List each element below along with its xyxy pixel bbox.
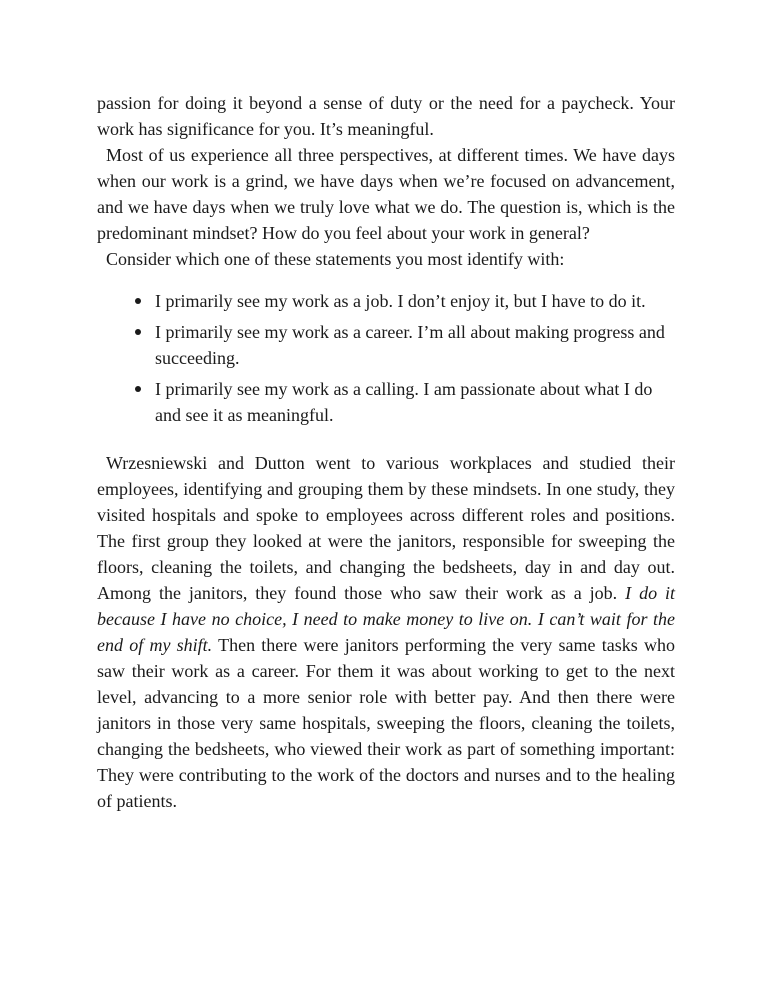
statement-calling: I primarily see my work as a calling. I am passionate about what I do and see it as meaningful. bbox=[135, 376, 675, 428]
study-text-part1: Wrzesniewski and Dutton went to various workplaces and studied their employees, identifying and grouping them by these mindsets. In one study, they visited hospitals and spoke to employees across different roles and positions. The first group they looked at were the janitors, responsible for sweeping the floors, cleaning the toilets, and changing the bedsheets, day in and day out. Among the janitors, they found those who saw their work as a job. bbox=[97, 453, 675, 603]
statement-job: I primarily see my work as a job. I don’t enjoy it, but I have to do it. bbox=[135, 288, 675, 314]
paragraph-consider: Consider which one of these statements you most identify with: bbox=[106, 249, 565, 269]
janitor-quote: I do it because I have no choice, I need to make money to live on. I can’t wait for the end of my shift. bbox=[97, 583, 676, 655]
paragraph-study bbox=[97, 450, 675, 814]
statement-career: I primarily see my work as a career. I’m all about making progress and succeeding. bbox=[135, 319, 675, 371]
page-content bbox=[97, 90, 675, 814]
statement-list bbox=[97, 288, 675, 428]
study-text-part2: Then there were janitors performing the very same tasks who saw their work as a career. For them it was about working to get to the next level, advancing to a more senior role with better pay. And then there were janitors in those very same hospitals, sweeping the floors, cleaning the toilets, changing the bedsheets, who viewed their work as part of something important: They were contributing to the work of the doctors and nurses and to the healing of patients. bbox=[97, 635, 675, 811]
paragraph-perspectives: Most of us experience all three perspectives, at different times. We have days when our work is a grind, we have days when we’re focused on advancement, and we have days when we truly love what we do. The question is, which is the predominant mindset? How do you feel about your work in general? bbox=[97, 145, 675, 243]
paragraph-continuation: passion for doing it beyond a sense of duty or the need for a paycheck. Your work has significance for you. It’s meaningful. bbox=[97, 93, 675, 139]
